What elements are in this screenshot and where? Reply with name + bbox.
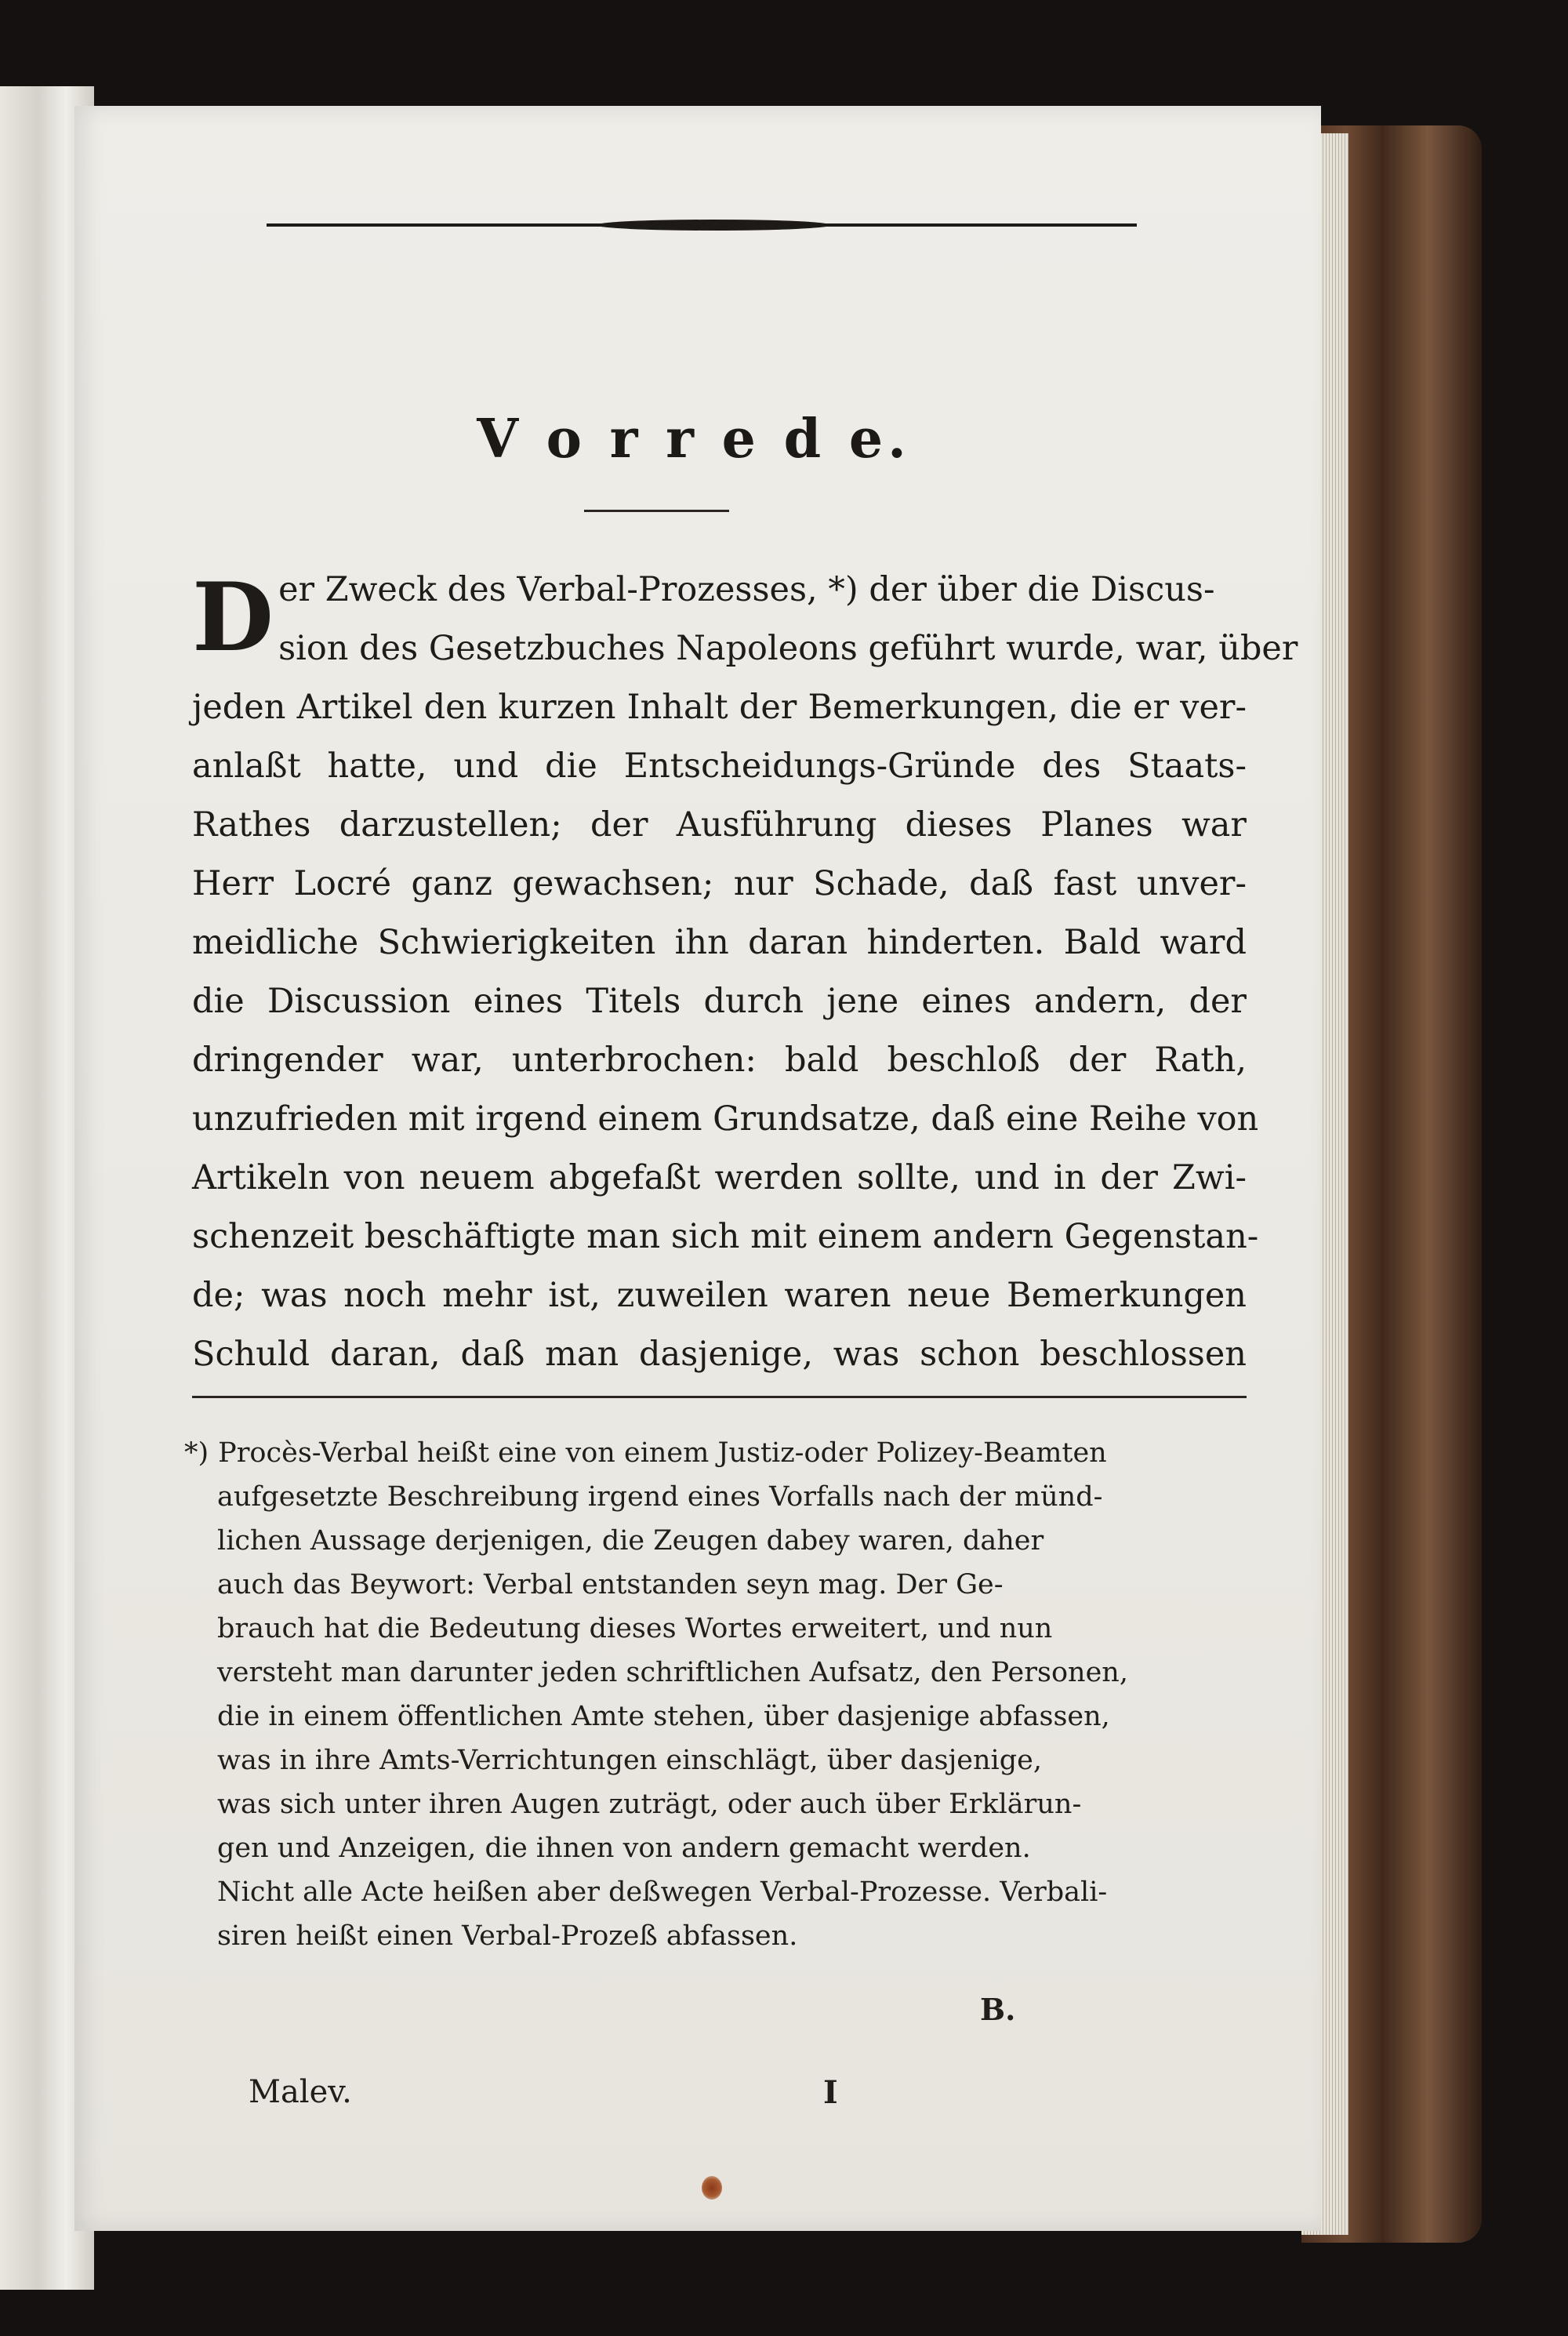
- text-line: Artikeln von neuem abgefaßt werden sollte, und in der Zwi-: [192, 1158, 1247, 1197]
- text-line: anlaßt hatte, und die Entscheidungs-Gründe des Staats-: [192, 747, 1247, 786]
- footnote-marker: *): [184, 1437, 209, 1469]
- footnote-line: gen und Anzeigen, die ihnen von andern gemacht werden.: [217, 1833, 1031, 1864]
- footnote-line: die in einem öffentlichen Amte stehen, über dasjenige abfassen,: [217, 1701, 1110, 1732]
- text-line: dringender war, unterbrochen: bald beschloß der Rath,: [192, 1041, 1247, 1080]
- title-underline: [584, 510, 729, 512]
- text-line: Rathes darzustellen; der Ausführung dieses Planes war: [192, 805, 1247, 845]
- footnote-line: versteht man darunter jeden schriftlichen Aufsatz, den Personen,: [217, 1657, 1128, 1688]
- page-number: I: [823, 2074, 838, 2111]
- footnote-line: siren heißt einen Verbal-Prozeß abfassen.: [217, 1920, 798, 1952]
- text-line: jeden Artikel den kurzen Inhalt der Bemerkungen, die er ver-: [192, 688, 1247, 727]
- footnote-line: Nicht alle Acte heißen aber deßwegen Verbal-Prozesse. Verbali-: [217, 1876, 1108, 1908]
- footnote-line: aufgesetzte Beschreibung irgend eines Vorfalls nach der münd-: [217, 1481, 1103, 1513]
- text-line: sion des Gesetzbuches Napoleons geführt wurde, war, über: [278, 629, 1298, 668]
- main-text: [192, 561, 1298, 1384]
- text-line: Herr Locré ganz gewachsen; nur Schade, daß fast unver-: [192, 864, 1247, 903]
- footnote-line: brauch hat die Bedeutung dieses Wortes erweitert, und nun: [217, 1613, 1053, 1644]
- text-line: die Discussion eines Titels durch jene eines andern, der: [192, 982, 1247, 1021]
- footnote-rule: [192, 1396, 1247, 1398]
- page-stain: [702, 2176, 722, 2200]
- footnote: [184, 1431, 1250, 1958]
- footnote-line: was in ihre Amts-Verrichtungen einschlägt, über dasjenige,: [217, 1745, 1042, 1776]
- footnote-text: Procès-Verbal heißt eine von einem Justiz-oder Polizey-Beamten: [218, 1437, 1107, 1469]
- footnote-line: was sich unter ihren Augen zuträgt, oder auch über Erklärun-: [217, 1789, 1082, 1820]
- text-line: meidliche Schwierigkeiten ihn daran hinderten. Bald ward: [192, 923, 1247, 962]
- text-line: schenzeit beschäftigte man sich mit einem andern Gegenstan-: [192, 1217, 1259, 1256]
- text-line: unzufrieden mit irgend einem Grundsatze, daß eine Reihe von: [192, 1099, 1259, 1139]
- footnote-signature: B.: [980, 1992, 1016, 2027]
- signature-mark: Malev.: [249, 2074, 352, 2110]
- footnote-line: lichen Aussage derjenigen, die Zeugen dabey waren, daher: [217, 1525, 1044, 1557]
- text-line: Schuld daran, daß man dasjenige, was schon beschlossen: [192, 1335, 1247, 1374]
- book-page: [74, 106, 1321, 2231]
- text-line: de; was noch mehr ist, zuweilen waren neue Bemerkungen: [192, 1276, 1247, 1315]
- header-ornament-rule: [267, 223, 1137, 227]
- drop-cap: D: [192, 562, 274, 673]
- page-title: V o r r e d e.: [477, 408, 911, 470]
- footnote-line: auch das Beywort: Verbal entstanden seyn mag. Der Ge-: [217, 1569, 1004, 1600]
- footnote-line: [184, 1431, 1250, 1475]
- text-line: er Zweck des Verbal-Prozesses, *) der über die Discus-: [278, 570, 1215, 609]
